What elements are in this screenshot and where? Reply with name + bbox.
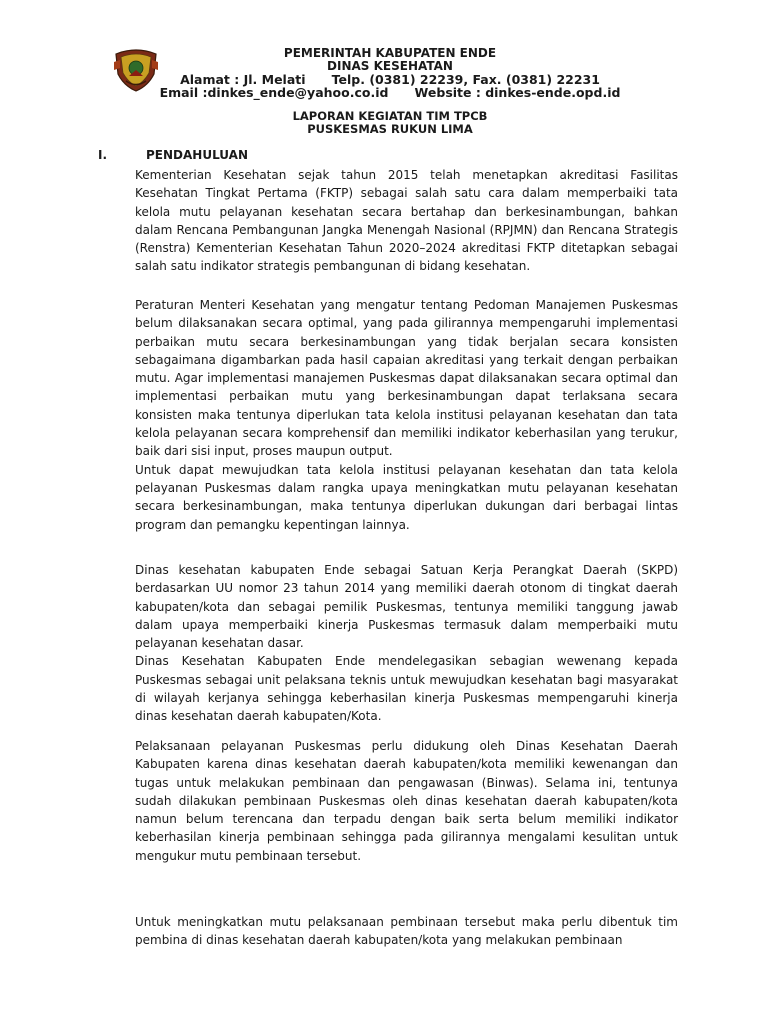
report-title: LAPORAN KEGIATAN TIM TPCB <box>292 109 488 123</box>
paragraph-delegasi: Dinas Kesehatan Kabupaten Ende mendelegasikan sebagian wewenang kepada Puskesmas sebagai unit pelaksana teknis untuk mewujudkan kesehatan bagi masyarakat di wilayah kerjanya sehingga keberhasilan kinerja Puskesmas mempengaruhi kinerja dinas kesehatan daerah kabupaten/Kota. <box>135 654 678 724</box>
letterhead <box>150 47 630 99</box>
report-subtitle: PUSKESMAS RUKUN LIMA <box>307 122 473 136</box>
paragraph-block <box>135 561 678 726</box>
letterhead-address: Alamat : Jl. Melati Telp. (0381) 22239, Fax. (0381) 22231 <box>180 72 600 87</box>
section-number: I. <box>98 148 108 162</box>
paragraph-block <box>135 737 678 865</box>
paragraph-block <box>135 166 678 276</box>
report-title-block <box>150 110 630 136</box>
paragraph-tata-kelola: Untuk dapat mewujudkan tata kelola institusi pelayanan kesehatan dan tata kelola pelayanan Puskesmas dalam rangka upaya meningkatkan mutu pelayanan kesehatan secara berkesinambungan, maka tentunya diperlukan dukungan dari berbagai lintas program dan pemangku kepentingan lainnya. <box>135 462 678 532</box>
paragraph-akreditasi: Kementerian Kesehatan sejak tahun 2015 telah menetapkan akreditasi Fasilitas Kesehatan Tingkat Pertama (FKTP) sebagai salah satu cara dalam memperbaiki tata kelola mutu pelayanan kesehatan secara bertahap dan berkesinambungan, bahkan dalam Rencana Pembangunan Jangka Menengah Nasional (RPJMN) dan Rencana Strategis (Renstra) Kementerian Kesehatan Tahun 2020–2024 akreditasi FKTP ditetapkan sebagai salah satu indikator strategis pembangunan di bidang kesehatan. <box>135 168 678 274</box>
section-heading: PENDAHULUAN <box>146 148 248 162</box>
paragraph-skpd: Dinas kesehatan kabupaten Ende sebagai Satuan Kerja Perangkat Daerah (SKPD) berdasarkan UU nomor 23 tahun 2014 yang memiliki daerah otonom di tingkat daerah kabupaten/kota dan sebagai pemilik Puskesmas, tentunya memiliki tanggung jawab dalam upaya memperbaiki kinerja Puskesmas termasuk dalam memperbaiki mutu pelayanan kesehatan dasar. <box>135 563 678 651</box>
paragraph-block <box>135 296 678 534</box>
letterhead-agency-name: DINAS KESEHATAN <box>327 59 453 73</box>
letterhead-contact: Email :dinkes_ende@yahoo.co.id Website : dinkes-ende.opd.id <box>159 85 621 100</box>
paragraph-binwas: Pelaksanaan pelayanan Puskesmas perlu didukung oleh Dinas Kesehatan Daerah Kabupaten karena dinas kesehatan daerah kabupaten/kota memiliki kewenangan dan tugas untuk melakukan pembinaan dan pengawasan (Binwas). Selama ini, tentunya sudah dilakukan pembinaan Puskesmas oleh dinas kesehatan daerah kabupaten/kota namun belum terencana dan terpadu dengan baik serta belum memiliki indikator keberhasilan kinerja pembinaan sehingga pada gilirannya mengalami kesulitan untuk mengukur mutu pembinaan tersebut. <box>135 739 678 863</box>
letterhead-government-name: PEMERINTAH KABUPATEN ENDE <box>283 46 497 60</box>
paragraph-permenkes: Peraturan Menteri Kesehatan yang mengatur tentang Pedoman Manajemen Puskesmas belum dilaksanakan secara optimal, yang pada gilirannya mempengaruhi implementasi perbaikan mutu secara berkesinambungan yang tidak berjalan secara konsisten sebagaimana digambarkan pada hasil capaian akreditasi yang terkait dengan perbaikan mutu. Agar implementasi manajemen Puskesmas dapat dilaksanakan secara optimal dan implementasi perbaikan mutu yang berkesinambungan dapat terlaksana secara konsisten maka tentunya diperlukan tata kelola institusi pelayanan kesehatan dan tata kelola pelayanan secara komprehensif dan memiliki indikator keberhasilan yang terukur, baik dari sisi input, proses maupun output. <box>135 298 678 459</box>
paragraph-tim-pembina: Untuk meningkatkan mutu pelaksanaan pembinaan tersebut maka perlu dibentuk tim pembina di dinas kesehatan daerah kabupaten/kota yang melakukan pembinaan <box>135 915 678 948</box>
paragraph-block <box>135 913 678 950</box>
